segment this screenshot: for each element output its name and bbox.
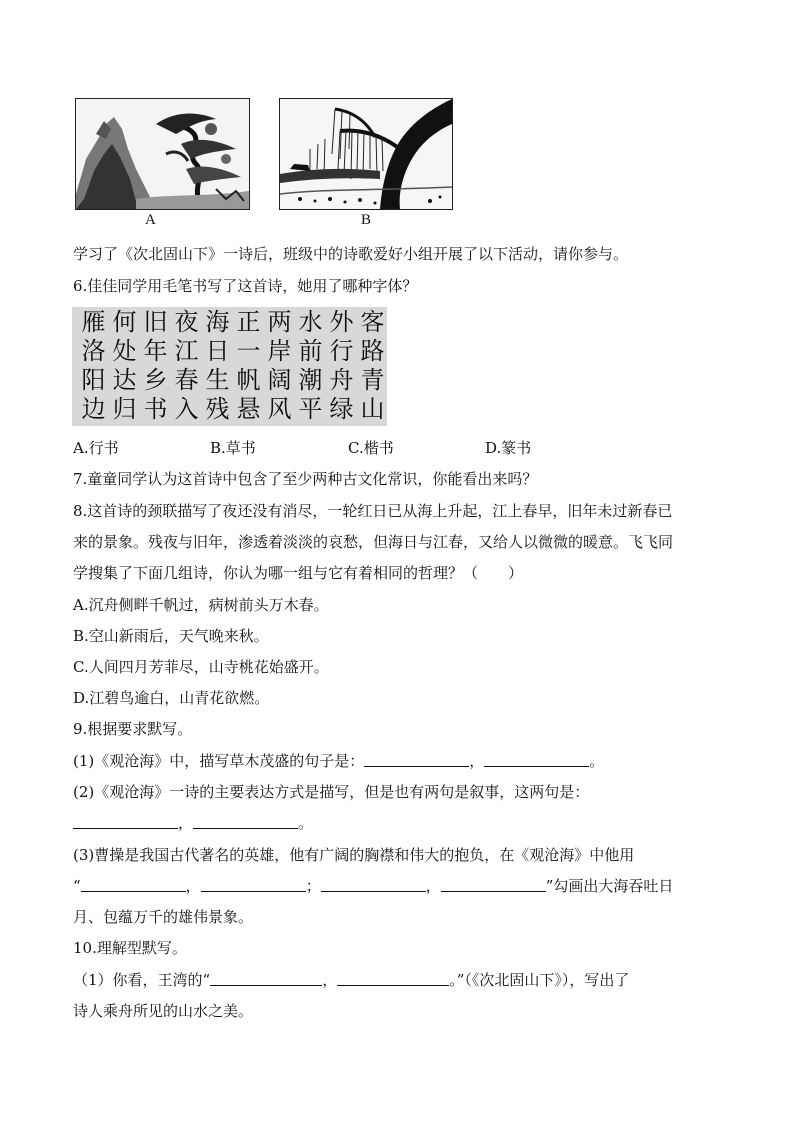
q6-option-c: C.楷书: [348, 439, 394, 457]
comma: ，: [185, 877, 201, 895]
calligraphy-sample: [72, 307, 387, 426]
comma: ，: [469, 752, 485, 770]
q8-option-a: A.沉舟侧畔千帆过，病树前头万木春。: [73, 596, 329, 614]
q9-part-2: (2)《观沧海》一诗的主要表达方式是描写，但是也有两句是叙事，这两句是：: [73, 783, 590, 801]
q9-part-2-answers: [73, 813, 313, 833]
calligraphy-column-text: 旧年乡书: [139, 309, 167, 425]
calligraphy-column-text: 外行舟绿: [325, 309, 353, 425]
comma: ，: [322, 971, 338, 989]
calligraphy-column-text: 何处达归: [108, 309, 136, 425]
answer-blank[interactable]: [201, 877, 306, 892]
q8-option-d: D.江碧鸟逾白，山青花欲燃。: [73, 689, 270, 707]
open-quote: “: [73, 877, 81, 895]
calligraphy-column: [231, 309, 261, 425]
question-6-stem: 6.佳佳同学用毛笔书写了这首诗，她用了哪种字体？: [73, 277, 418, 295]
q9-part-1: [73, 751, 604, 771]
answer-blank[interactable]: [484, 752, 589, 767]
calligraphy-column-text: 水前潮平: [294, 309, 322, 425]
calligraphy-column-text: 夜江春入: [170, 309, 198, 425]
q9-part-1-prompt: (1)《观沧海》中，描写草木茂盛的句子是：: [73, 752, 365, 770]
answer-blank[interactable]: [73, 814, 178, 829]
caption-a: A: [145, 212, 156, 228]
caption-b: B: [361, 212, 372, 228]
answer-blank[interactable]: [337, 971, 449, 986]
calligraphy-column: [107, 309, 137, 425]
q9-part-3-line-3: 月、包蕴万千的雄伟景象。: [73, 908, 254, 926]
calligraphy-column-text: 雁洛阳边: [77, 309, 105, 425]
question-8-line-3: 学搜集了下面几组诗，你认为哪一组与它有着相同的哲理？（ ）: [73, 564, 524, 582]
picture-a: [75, 98, 250, 210]
answer-blank[interactable]: [441, 877, 546, 892]
period-close-quote: 。”: [449, 971, 465, 989]
calligraphy-column: [324, 309, 354, 425]
question-9-stem: 9.根据要求默写。: [73, 720, 193, 738]
comma: ，: [178, 814, 194, 832]
landscape-painting-icon: [76, 99, 249, 209]
close-quote: ”: [545, 877, 554, 895]
q9-part-3-line-2: [73, 876, 673, 896]
calligraphy-column-text: 客路青山: [356, 309, 384, 425]
question-7-stem: 7.童童同学认为这首诗中包含了至少两种古文化常识，你能看出来吗？: [73, 470, 538, 488]
answer-blank[interactable]: [81, 877, 186, 892]
picture-b: [279, 98, 453, 210]
answer-blank[interactable]: [321, 877, 426, 892]
q9-part-3-line-1: (3)曹操是我国古代著名的英雄，他有广阔的胸襟和伟大的抱负，在《观沧海》中他用: [73, 846, 635, 864]
calligraphy-column: [262, 309, 292, 425]
q8-option-b: B.空山新雨后，天气晚来秋。: [73, 627, 269, 645]
willow-painting-icon: [280, 99, 452, 209]
semicolon: ；: [305, 877, 321, 895]
period: 。: [589, 752, 605, 770]
calligraphy-column: [200, 309, 230, 425]
calligraphy-column: [355, 309, 385, 425]
calligraphy-column-text: 两岸阔风: [263, 309, 291, 425]
intro-text: 学习了《次北固山下》一诗后，班级中的诗歌爱好小组开展了以下活动，请你参与。: [73, 245, 629, 263]
q6-option-a: A.行书: [73, 439, 119, 457]
calligraphy-column: [293, 309, 323, 425]
q9-part-3-suffix: 勾画出大海吞吐日: [553, 877, 674, 895]
calligraphy-column: [76, 309, 106, 425]
q10-part-1-prompt: （1）你看，王湾的“: [73, 971, 211, 989]
comma: ，: [425, 877, 441, 895]
answer-blank[interactable]: [210, 971, 322, 986]
period: 。: [298, 814, 314, 832]
question-10-stem: 10.理解型默写。: [73, 939, 187, 957]
answer-blank[interactable]: [193, 814, 298, 829]
calligraphy-column: [138, 309, 168, 425]
q10-part-1: [73, 970, 629, 990]
q6-option-b: B.草书: [210, 439, 256, 457]
question-8-line-2: 来的景象。残夜与旧年，渗透着淡淡的哀愁，但海日与江春，又给人以微微的暖意。飞飞同: [73, 533, 674, 551]
q10-part-1-suffix: （《次北固山下》），写出了: [464, 971, 630, 989]
q6-option-d: D.篆书: [485, 439, 532, 457]
q8-option-c: C.人间四月芳菲尽，山寺桃花始盛开。: [73, 658, 329, 676]
calligraphy-column-text: 海日生残: [201, 309, 229, 425]
calligraphy-column: [169, 309, 199, 425]
q10-part-1-line-2: 诗人乘舟所见的山水之美。: [73, 1002, 254, 1020]
answer-blank[interactable]: [364, 752, 469, 767]
calligraphy-column-text: 正一帆悬: [232, 309, 260, 425]
question-8-line-1: 8.这首诗的颈联描写了夜还没有消尽，一轮红日已从海上升起，江上春早，旧年未过新春已: [73, 502, 673, 520]
